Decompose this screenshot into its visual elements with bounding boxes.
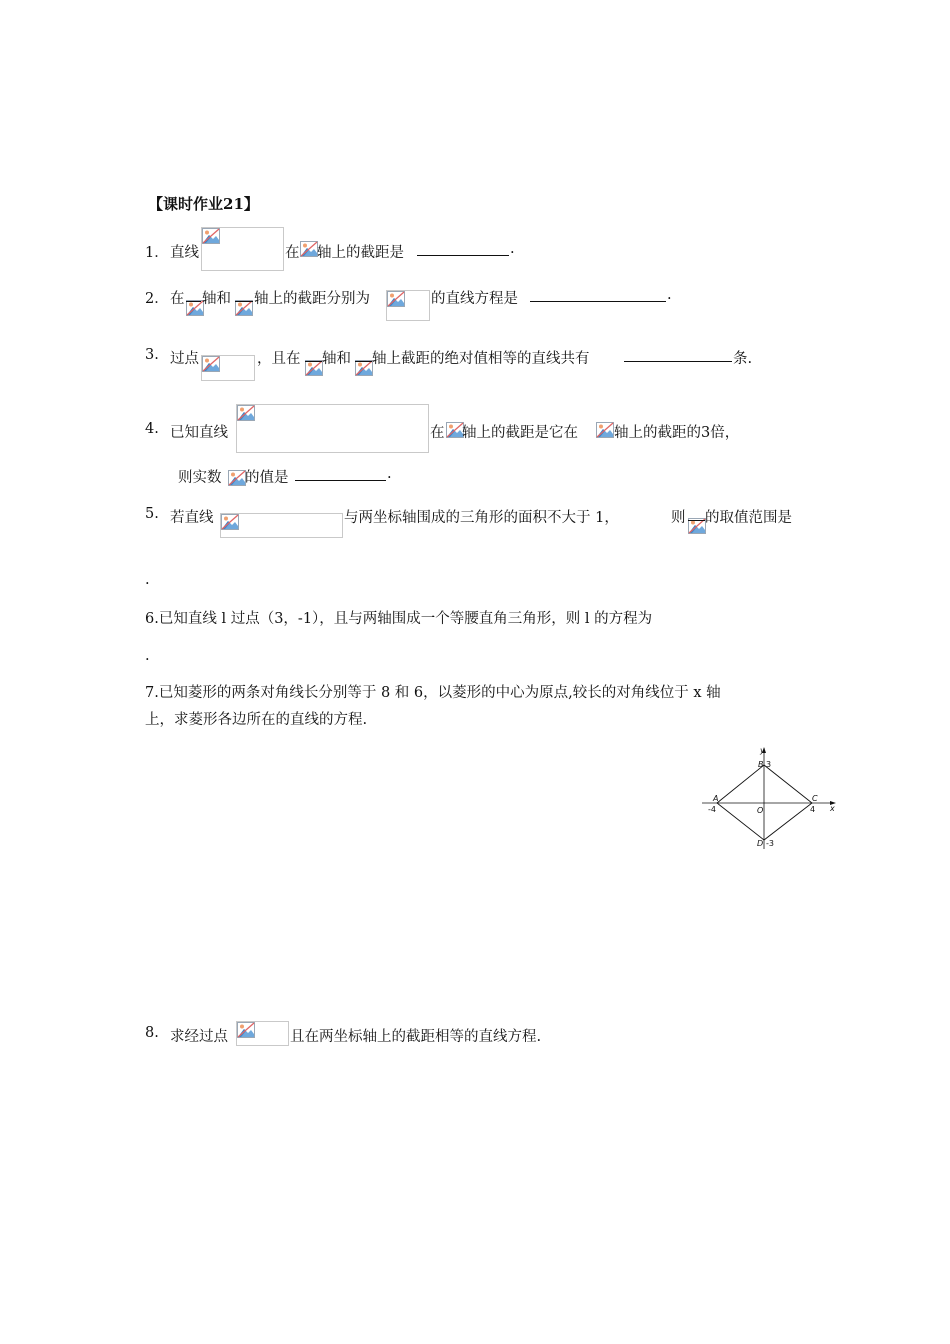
q3-text-b: 轴和 (322, 351, 351, 367)
point-b-label: B (758, 760, 764, 769)
q2-text-b: 轴上的截距分别为 (254, 291, 370, 307)
q8-text-post: 且在两坐标轴上的截距相等的直线方程. (290, 1029, 542, 1045)
rhombus-shape (717, 765, 812, 840)
q3-end: 条. (733, 351, 753, 367)
formula-image (201, 355, 255, 381)
q8-text-pre: 求经过点 (170, 1029, 228, 1045)
formula-image (596, 422, 614, 438)
formula-image (220, 513, 343, 538)
q5-text-c: 的取值范围是 (705, 510, 792, 526)
broken-image-icon (300, 241, 318, 257)
broken-image-icon (237, 405, 255, 421)
q5-end: . (145, 572, 150, 588)
q7-line1: 7.已知菱形的两条对角线长分别等于 8 和 6，以菱形的中心为原点,较长的对角线位于 x 轴 (145, 685, 721, 701)
broken-image-icon (235, 300, 253, 316)
q4-line2-pre: 则实数 (178, 470, 222, 486)
q3-text-c: 轴上截距的绝对值相等的直线共有 (372, 351, 590, 367)
q4-text-b: 轴上的截距是它在 (462, 425, 578, 441)
q6-text: 6.已知直线 l 过点（3，-1），且与两轴围成一个等腰直角三角形，则 l 的方程为 (145, 611, 653, 627)
formula-image (305, 360, 323, 376)
broken-image-icon (202, 228, 220, 244)
q5-number: 5. (145, 506, 159, 522)
axis-label-y: y (760, 746, 765, 755)
answer-blank (688, 506, 705, 521)
q4-line2-post: 的值是 (245, 470, 289, 486)
formula-image (236, 1021, 289, 1046)
formula-image (386, 290, 430, 321)
answer-blank (305, 347, 322, 362)
q5-text-pre: 若直线 (170, 510, 214, 526)
answer-blank (235, 287, 253, 302)
q1-number: 1． (145, 245, 169, 261)
q2-text-pre: 在 (170, 291, 185, 307)
q4-end: . (387, 466, 392, 482)
formula-image (236, 404, 429, 453)
q4-text-pre: 已知直线 (170, 425, 228, 441)
answer-blank (530, 287, 666, 302)
formula-image (355, 360, 373, 376)
q2-number: 2． (145, 291, 169, 307)
q4-number: 4. (145, 421, 159, 437)
q2-end: . (667, 287, 672, 303)
q4-text-c: 轴上的截距的3倍， (614, 425, 740, 441)
broken-image-icon (387, 291, 405, 307)
q5-text-b: 则 (671, 510, 686, 526)
broken-image-icon (237, 1022, 255, 1038)
q3-text-a: ，且在 (257, 351, 301, 367)
worksheet-title: 【课时作业21】 (148, 195, 259, 213)
origin-label: O (757, 806, 764, 815)
q1-text-pre: 直线 (170, 245, 199, 261)
q5-text-a: 与两坐标轴围成的三角形的面积不大于 1， (344, 510, 619, 526)
answer-blank (295, 466, 386, 481)
broken-image-icon (202, 356, 220, 372)
axis-label-x: x (830, 804, 835, 813)
q3-text-pre: 过点 (170, 351, 199, 367)
broken-image-icon (305, 360, 323, 376)
q2-text-a: 轴和 (202, 291, 231, 307)
broken-image-icon (596, 422, 614, 438)
answer-blank (624, 347, 732, 362)
q2-text-c: 的直线方程是 (431, 291, 518, 307)
q1-text-mid: 在 (285, 245, 300, 261)
point-a-label: A (713, 794, 719, 803)
rhombus-figure (700, 745, 840, 855)
q4-text-a: 在 (430, 425, 445, 441)
answer-blank (355, 347, 372, 362)
broken-image-icon (228, 470, 246, 486)
q7-line2: 上，求菱形各边所在的直线的方程. (145, 712, 368, 728)
answer-blank (186, 287, 201, 302)
tick-label-neg4: -4 (708, 805, 716, 814)
formula-image (228, 470, 246, 486)
q1-end: . (510, 241, 515, 257)
formula-image (300, 241, 318, 257)
tick-label-neg3: -3 (766, 839, 774, 848)
q3-number: 3. (145, 347, 159, 363)
tick-label-3: 3 (766, 760, 772, 769)
broken-image-icon (221, 514, 239, 530)
answer-blank (417, 241, 509, 256)
q6-end: . (145, 648, 150, 664)
broken-image-icon (355, 360, 373, 376)
q8-number: 8. (145, 1025, 159, 1041)
point-c-label: C (812, 794, 818, 803)
q1-text-post: 轴上的截距是 (317, 245, 404, 261)
formula-image (201, 227, 284, 271)
formula-image (235, 300, 253, 316)
tick-label-4: 4 (810, 805, 816, 814)
point-d-label: D (757, 839, 764, 848)
